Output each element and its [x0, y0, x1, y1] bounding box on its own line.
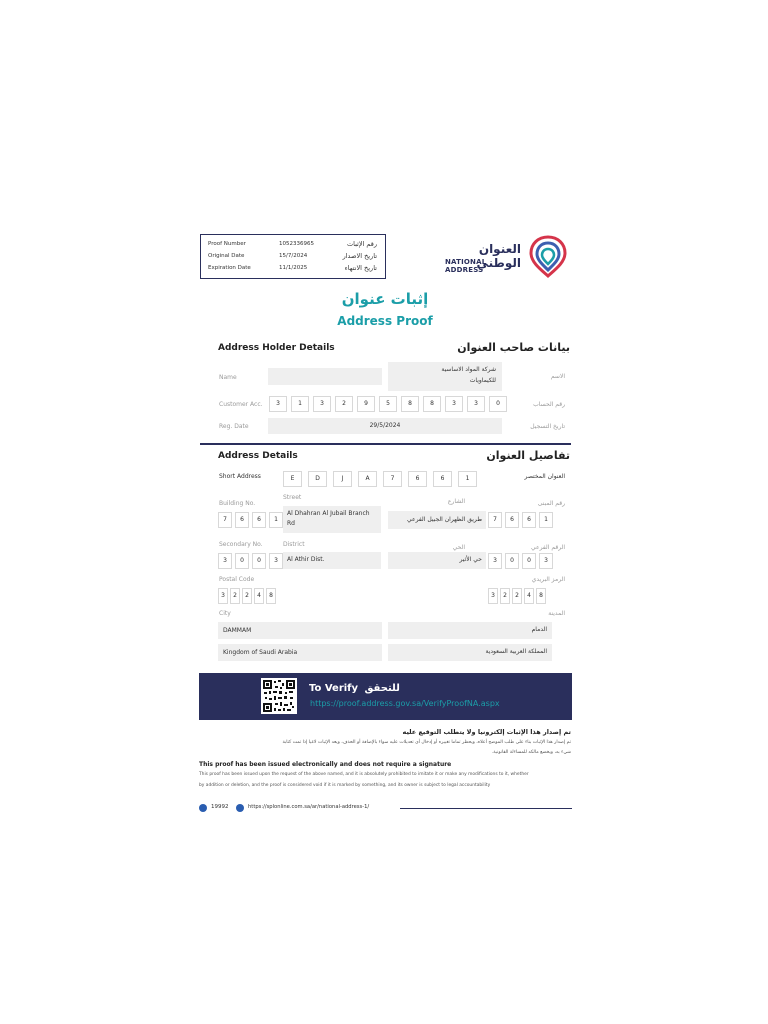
logo-english-text: NATIONAL ADDRESS: [445, 258, 487, 274]
proof-number-label: Proof Number: [208, 241, 246, 247]
district-value-en: Al Athir Dist.: [287, 556, 325, 563]
verify-url-link[interactable]: https://proof.address.gov.sa/VerifyProofNA.aspx: [310, 699, 500, 708]
footer-rule: [400, 808, 572, 809]
original-date-label: Original Date: [208, 253, 245, 259]
secondary-digit-box: 3: [488, 553, 502, 569]
street-value-en: Al Dhahran Al Jubail Branch Rd: [287, 510, 370, 527]
country-field-en: [218, 644, 382, 661]
postal-digit-box: 8: [266, 588, 276, 604]
secondary-digit-box: 0: [505, 553, 519, 569]
verify-banner: [199, 673, 572, 720]
name-value-line1: شركة المواد الاساسية: [441, 366, 496, 373]
name-label-ar: الاسم: [550, 373, 565, 380]
account-digit-box: 5: [379, 396, 397, 412]
postal-digit-box: 3: [488, 588, 498, 604]
short-address-label-en: Short Address: [219, 473, 261, 480]
street-field-en: [283, 506, 381, 533]
secondary-label-en: Secondary No.: [219, 541, 263, 548]
footer: [199, 803, 572, 815]
secondary-digit-box: 0: [235, 553, 249, 569]
city-field-ar: [388, 622, 552, 639]
country-field-ar: [388, 644, 552, 661]
proof-number-value: 1052336965: [279, 241, 314, 247]
postal-digit-box: 4: [254, 588, 264, 604]
short-address-char-box: 7: [383, 471, 402, 487]
logo-arabic-text: العنوان الوطني: [476, 242, 521, 270]
logo-pin-icon: [525, 233, 571, 279]
name-label-en: Name: [219, 374, 237, 381]
verify-title: [309, 683, 400, 694]
original-date-label-ar: تاريخ الاصدار: [342, 252, 377, 260]
footer-phone: 19992: [211, 804, 229, 810]
country-value-en: Kingdom of Saudi Arabia: [223, 649, 298, 656]
national-address-logo: [445, 233, 575, 279]
verify-title-en: To Verify: [309, 683, 359, 694]
original-date-value: 15/7/2024: [279, 253, 308, 259]
expiration-date-value: 11/1/2025: [279, 265, 308, 271]
district-value-ar: حي الأثير: [459, 556, 482, 563]
short-address-char-box: 6: [408, 471, 427, 487]
proof-meta-box: [200, 234, 386, 279]
account-digit-box: 1: [291, 396, 309, 412]
secondary-digit-box: 3: [269, 553, 283, 569]
postal-digit-box: 4: [524, 588, 534, 604]
secondary-label-ar: الرقم الفرعي: [531, 544, 565, 551]
note-body-en-2: by addition or deletion, and the proof is considered void if it is marked by something, and its owner is subject to legal accountability: [199, 783, 491, 788]
qr-code-icon[interactable]: [261, 678, 297, 714]
account-digit-box: 3: [467, 396, 485, 412]
account-digit-box: 8: [423, 396, 441, 412]
postal-digit-box: 2: [242, 588, 252, 604]
district-label-en: District: [283, 541, 305, 548]
short-address-char-box: 6: [433, 471, 452, 487]
street-field-ar: [388, 511, 486, 529]
account-digit-box: 9: [357, 396, 375, 412]
note-body-ar-2: شيء به، ويخضع مالكه للمساءلة القانونية.: [491, 750, 571, 755]
city-value-ar: الدمام: [531, 626, 547, 633]
verify-title-ar: للتحقق: [364, 683, 400, 694]
building-digit-box: 6: [252, 512, 266, 528]
reg-date-label-ar: تاريخ التسجيل: [530, 423, 565, 430]
holder-heading-ar: بيانات صاحب العنوان: [457, 341, 570, 354]
page-title-ar: إثبات عنوان: [341, 290, 429, 308]
postal-digit-box: 2: [512, 588, 522, 604]
reg-date-field: [268, 418, 502, 434]
building-digit-box: 1: [269, 512, 283, 528]
district-field-en: [283, 552, 381, 569]
reg-date-value: 29/5/2024: [369, 422, 401, 429]
account-digit-box: 8: [401, 396, 419, 412]
postal-label-ar: الرمز البريدي: [531, 576, 565, 583]
name-field-left: [268, 368, 382, 385]
building-digit-box: 6: [522, 512, 536, 528]
postal-digit-box: 3: [218, 588, 228, 604]
street-label-ar: الشارع: [447, 498, 465, 505]
expiration-date-label: Expiration Date: [208, 265, 251, 271]
phone-icon: [199, 804, 207, 812]
account-label-en: Customer Acc.: [219, 401, 263, 408]
reg-date-label-en: Reg. Date: [219, 423, 249, 430]
district-field-ar: [388, 552, 486, 569]
city-field-en: [218, 622, 382, 639]
city-label-en: City: [219, 610, 231, 617]
note-title-en: This proof has been issued electronically and does not require a signature: [199, 761, 452, 768]
account-label-ar: رقم الحساب: [533, 401, 565, 408]
secondary-digit-box: 3: [539, 553, 553, 569]
page-title-en: Address Proof: [337, 314, 433, 328]
postal-label-en: Postal Code: [219, 576, 255, 583]
section-divider: [200, 443, 571, 445]
account-digit-box: 0: [489, 396, 507, 412]
secondary-digit-box: 3: [218, 553, 232, 569]
postal-digit-box: 8: [536, 588, 546, 604]
account-digit-box: 3: [269, 396, 287, 412]
account-digit-box: 3: [445, 396, 463, 412]
building-digit-box: 6: [505, 512, 519, 528]
district-label-ar: الحي: [452, 544, 465, 551]
holder-heading-en: Address Holder Details: [218, 343, 335, 353]
short-address-label-ar: العنوان المختصر: [524, 473, 565, 480]
globe-icon: [236, 804, 244, 812]
street-label-en: Street: [283, 494, 302, 501]
city-value-en: DAMMAM: [223, 627, 252, 634]
country-value-ar: المملكة العربية السعودية: [485, 648, 547, 655]
secondary-digit-box: 0: [252, 553, 266, 569]
footer-website-link[interactable]: https://splonline.com.sa/ar/national-address-1/: [248, 804, 370, 810]
city-label-ar: المدينة: [548, 610, 565, 617]
account-digit-box: 2: [335, 396, 353, 412]
building-label-en: Building No.: [219, 500, 256, 507]
short-address-char-box: 1: [458, 471, 477, 487]
note-title-ar: تم إصدار هذا الإثبات إلكترونيا ولا يتطلب التوقيع عليه: [402, 728, 571, 736]
short-address-char-box: E: [283, 471, 302, 487]
short-address-char-box: A: [358, 471, 377, 487]
postal-digit-box: 2: [500, 588, 510, 604]
name-value-line2: للكيماويات: [469, 377, 496, 384]
address-heading-en: Address Details: [218, 451, 298, 461]
proof-number-label-ar: رقم الإثبات: [346, 240, 377, 248]
building-digit-box: 7: [218, 512, 232, 528]
building-digit-box: 6: [235, 512, 249, 528]
street-value-ar: طريق الظهران الجبيل الفرعي: [406, 516, 482, 523]
secondary-digit-box: 0: [522, 553, 536, 569]
building-digit-box: 7: [488, 512, 502, 528]
building-digit-box: 1: [539, 512, 553, 528]
address-heading-ar: تفاصيل العنوان: [486, 449, 570, 462]
expiration-date-label-ar: تاريخ الانتهاء: [344, 264, 377, 272]
building-label-ar: رقم المبنى: [537, 500, 565, 507]
note-body-ar-1: تم إصدار هذا الإثبات بناء على طلب الموضح أعلاه، ويحظر تماما تغييره أو إدخال أي تعديلات عليه سواء بالإضافة أو الحذف، ويعد الإثبات لاغيا إذا تمت كتابة: [282, 740, 571, 745]
short-address-char-box: D: [308, 471, 327, 487]
account-digit-box: 3: [313, 396, 331, 412]
note-body-en-1: This proof has been issued upon the request of the above named, and it is absolutely prohibited to imitate it or make any modifications to it, whether: [199, 772, 529, 777]
postal-digit-box: 2: [230, 588, 240, 604]
name-field: [388, 362, 502, 391]
short-address-char-box: J: [333, 471, 352, 487]
